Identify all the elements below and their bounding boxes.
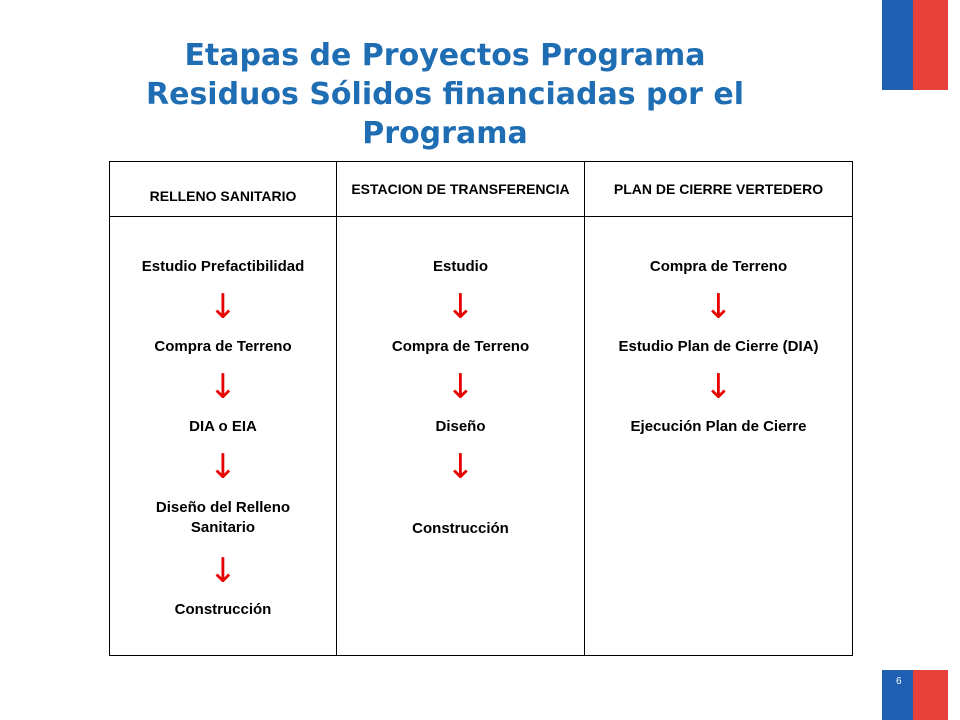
page-number: 6: [896, 676, 902, 687]
down-arrow-icon: ↓: [446, 287, 475, 327]
flag-red-stripe: [913, 670, 948, 720]
step: Construcción: [174, 601, 272, 618]
down-arrow-icon: ↓: [446, 367, 475, 407]
down-arrow-icon: ↓: [446, 447, 475, 487]
step: Estudio: [433, 258, 488, 275]
down-arrow-icon: ↓: [704, 367, 733, 407]
column-header: RELLENO SANITARIO: [110, 162, 336, 217]
column-plan-cierre: [585, 162, 852, 655]
flag-bottom: [882, 670, 948, 720]
step: Construcción: [412, 520, 509, 537]
down-arrow-icon: ↓: [704, 287, 733, 327]
down-arrow-icon: ↓: [208, 367, 238, 407]
step: Ejecución Plan de Cierre: [630, 418, 807, 435]
step: Estudio Plan de Cierre (DIA): [618, 338, 819, 355]
step: DIA o EIA: [189, 418, 257, 435]
flag-top: [882, 0, 948, 90]
step: Compra de Terreno: [391, 338, 530, 355]
down-arrow-icon: ↓: [208, 551, 238, 591]
page-title: Etapas de Proyectos Programa Residuos Sólidos financiadas por el Programa: [146, 38, 744, 151]
column-header: PLAN DE CIERRE VERTEDERO: [585, 162, 852, 217]
step: Diseño: [435, 418, 486, 435]
stages-table: [109, 161, 853, 656]
column-estacion-transferencia: [337, 162, 585, 655]
step: Compra de Terreno: [154, 338, 292, 355]
column-header: ESTACION DE TRANSFERENCIA: [337, 162, 584, 217]
flag-blue-stripe: [882, 0, 913, 90]
flag-red-stripe: [913, 0, 948, 90]
down-arrow-icon: ↓: [208, 287, 238, 327]
column-relleno-sanitario: [110, 162, 337, 655]
step: Estudio Prefactibilidad: [141, 258, 305, 275]
step: Compra de Terreno: [649, 258, 788, 275]
step: Diseño del Relleno Sanitario: [155, 499, 291, 536]
down-arrow-icon: ↓: [208, 447, 238, 487]
